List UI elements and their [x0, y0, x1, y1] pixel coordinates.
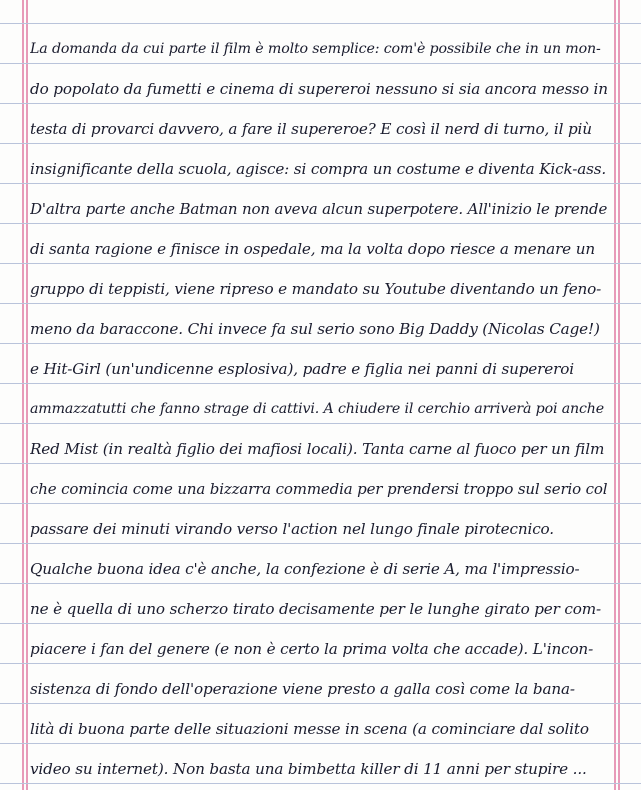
text-line: ne è quella di uno scherzo tirato decisamente per le lunghe girato per com- [30, 600, 602, 618]
text-line: di santa ragione e finisce in ospedale, ma la volta dopo riesce a menare un [30, 240, 595, 258]
text-line: lità di buona parte delle situazioni messe in scena (a cominciare dal solito [30, 720, 589, 738]
text-line: passare dei minuti virando verso l'action nel lungo finale pirotecnico. [30, 520, 554, 538]
text-line: ammazzatutti che fanno strage di cattivi. A chiudere il cerchio arriverà poi anche [30, 401, 605, 417]
text-line: Qualche buona idea c'è anche, la confezione è di serie A, ma l'impressio- [30, 560, 580, 578]
right-margin-line-outer [618, 0, 620, 790]
text-line: La domanda da cui parte il film è molto semplice: com'è possibile che in un mon- [30, 41, 601, 57]
text-line: insignificante della scuola, agisce: si compra un costume e diventa Kick-ass. [30, 160, 607, 178]
text-line: gruppo di teppisti, viene ripreso e mandato su Youtube diventando un feno- [30, 280, 602, 298]
right-margin-line [614, 0, 616, 790]
left-margin-line-inner [26, 0, 28, 790]
text-line: video su internet). Non basta una bimbetta killer di 11 anni per stupire ... [30, 760, 587, 778]
text-line: D'altra parte anche Batman non aveva alcun superpotere. All'inizio le prende [30, 200, 608, 218]
text-line: piacere i fan del genere (e non è certo la prima volta che accade). L'incon- [30, 640, 594, 658]
text-line: testa di provarci davvero, a fare il supereroe? E così il nerd di turno, il più [30, 120, 592, 138]
text-line: meno da baraccone. Chi invece fa sul serio sono Big Daddy (Nicolas Cage!) [30, 320, 600, 338]
text-line: Red Mist (in realtà figlio dei mafiosi locali). Tanta carne al fuoco per un film [30, 440, 605, 458]
ruled-line [0, 23, 641, 24]
text-line: do popolato da fumetti e cinema di supereroi nessuno si sia ancora messo in [30, 80, 608, 98]
left-margin-line [22, 0, 24, 790]
text-line: che comincia come una bizzarra commedia per prendersi troppo sul serio col [30, 480, 608, 498]
text-line: e Hit-Girl (un'undicenne esplosiva), padre e figlia nei panni di supereroi [30, 360, 574, 378]
text-line: sistenza di fondo dell'operazione viene presto a galla così come la bana- [30, 680, 575, 698]
